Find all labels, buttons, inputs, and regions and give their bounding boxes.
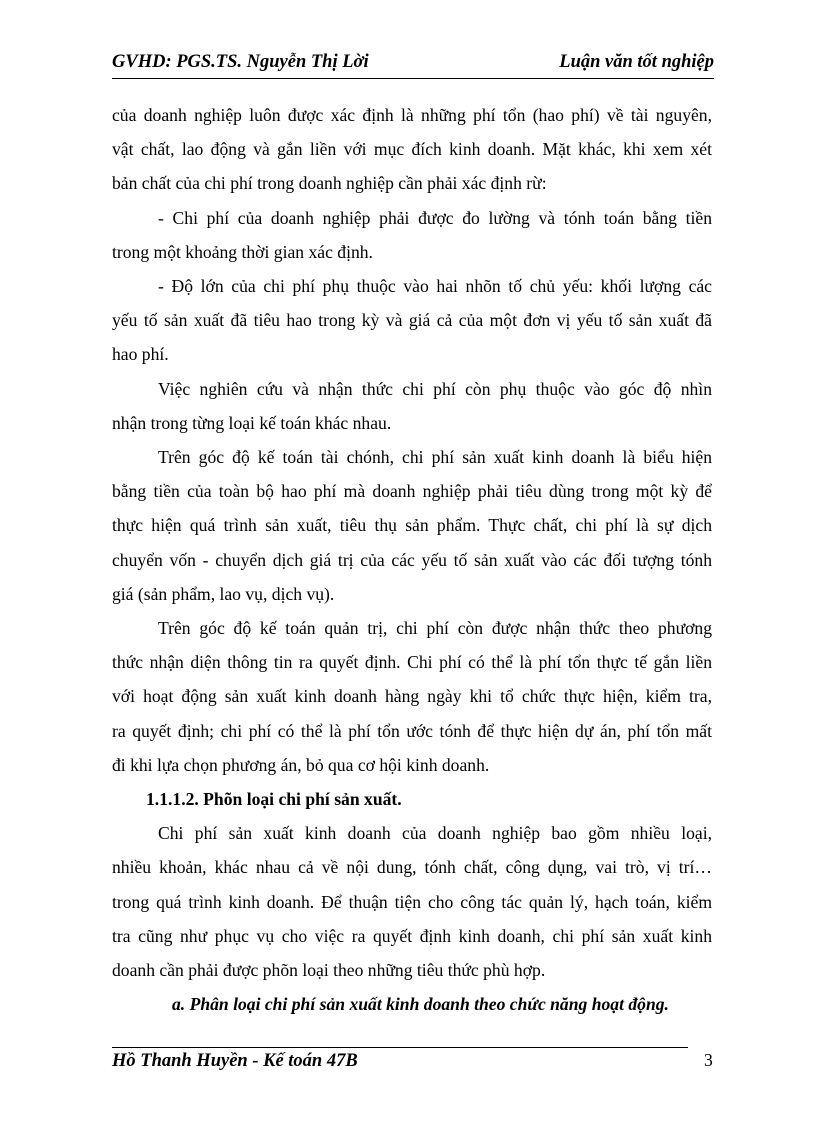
text-line: trong quá trình kinh doanh. Để thuận tiện cho công tác quản lý, hạch toán, kiểm <box>112 891 712 912</box>
footer-author: Hồ Thanh Huyền - Kế toán 47B <box>112 1051 358 1071</box>
text-line: - Độ lớn của chi phí phụ thuộc vào hai nhõn tố chủ yếu: khối lượng các <box>158 276 712 297</box>
text-line: ra quyết định; chi phí có thể là phí tổn ước tónh để thực hiện dự án, phí tổn mất <box>112 720 712 741</box>
text-line: với hoạt động sản xuất kinh doanh hàng ngày khi tổ chức thực hiện, kiểm tra, <box>112 686 712 707</box>
text-line: đi khi lựa chọn phương án, bỏ qua cơ hội kinh doanh. <box>112 754 490 775</box>
text-line: Việc nghiên cứu và nhận thức chi phí còn phụ thuộc vào góc độ nhìn <box>158 378 712 399</box>
page-body <box>112 98 712 1021</box>
header-supervisor: GVHD: PGS.TS. Nguyễn Thị Lời <box>112 52 369 72</box>
text-line: chuyển vốn - chuyển dịch giá trị của các yếu tố sản xuất vào các đối tượng tónh <box>112 549 712 570</box>
paragraph <box>112 372 712 440</box>
text-line: Trên góc độ kế toán tài chónh, chi phí sản xuất kinh doanh là biểu hiện <box>158 447 712 468</box>
text-line: yếu tố sản xuất đã tiêu hao trong kỳ và giá cả của một đơn vị yếu tố sản xuất đã <box>112 310 712 331</box>
header-document-type: Luận văn tốt nghiệp <box>559 52 714 72</box>
paragraph <box>112 611 712 782</box>
page-footer <box>112 1047 688 1074</box>
text-line: nhận trong từng loại kế toán khác nhau. <box>112 412 392 433</box>
text-line: thức nhận diện thông tin ra quyết định. Chi phí có thể là phí tổn thực tế gắn liền <box>112 652 712 673</box>
page-number: 3 <box>704 1050 713 1070</box>
paragraph-group <box>112 98 712 782</box>
paragraph <box>112 269 712 372</box>
page-header <box>112 52 714 79</box>
text-line: - Chi phí của doanh nghiệp phải được đo lường và tónh toán bằng tiền <box>158 207 712 228</box>
text-line: của doanh nghiệp luôn được xác định là những phí tổn (hao phí) về tài nguyên, <box>112 105 712 125</box>
text-line: Trên góc độ kế toán quản trị, chi phí còn được nhận thức theo phương <box>158 618 712 639</box>
text-line: giá (sản phẩm, lao vụ, dịch vụ). <box>112 583 335 604</box>
paragraph <box>112 816 712 987</box>
paragraph-group <box>112 816 712 987</box>
text-line: doanh cần phải được phõn loại theo những tiêu thức phù hợp. <box>112 960 546 981</box>
section-heading: 1.1.1.2. Phõn loại chi phí sản xuất. <box>146 789 402 810</box>
text-line: bằng tiền của toàn bộ hao phí mà doanh nghiệp phải tiêu dùng trong một kỳ để <box>112 481 712 502</box>
paragraph <box>112 440 712 611</box>
text-line: nhiều khoản, khác nhau cả về nội dung, tónh chất, công dụng, vai trò, vị trí… <box>112 857 712 878</box>
text-line: vật chất, lao động và gắn liền với mục đích kinh doanh. Mặt khác, khi xem xét <box>112 139 712 160</box>
text-line: hao phí. <box>112 344 169 365</box>
subsection-heading: a. Phân loại chi phí sản xuất kinh doanh theo chức năng hoạt động. <box>172 994 669 1015</box>
text-line: trong một khoảng thời gian xác định. <box>112 241 373 262</box>
text-line: tra cũng như phục vụ cho việc ra quyết định kinh doanh, chi phí sản xuất kinh <box>112 925 712 946</box>
text-line: thực hiện quá trình sản xuất, tiêu thụ sản phẩm. Thực chất, chi phí là sự dịch <box>112 515 712 536</box>
paragraph <box>112 98 712 201</box>
paragraph <box>112 201 712 269</box>
text-line: bản chất của chi phí trong doanh nghiệp cần phải xác định rừ: <box>112 173 547 194</box>
text-line: Chi phí sản xuất kinh doanh của doanh nghiệp bao gồm nhiều loại, <box>158 823 712 844</box>
